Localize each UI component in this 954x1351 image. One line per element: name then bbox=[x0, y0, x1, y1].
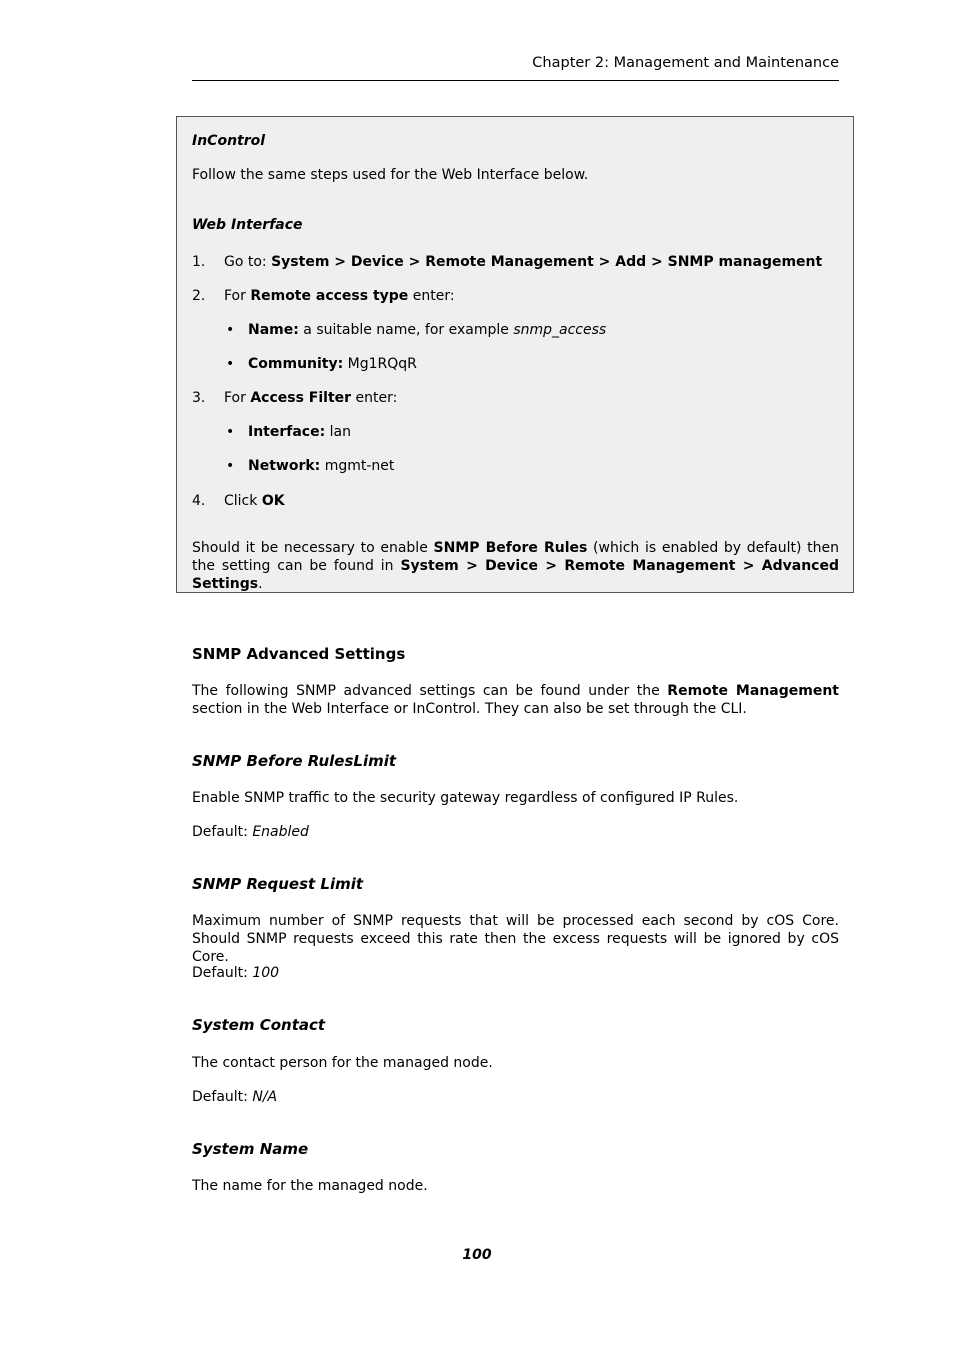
step-4 bbox=[224, 493, 285, 509]
incontrol-heading: InControl bbox=[192, 133, 266, 149]
bullet-label: Network: bbox=[248, 458, 321, 474]
step-field: Remote access type bbox=[250, 288, 409, 304]
intro-text: section in the Web Interface or InControl. They can also be set through the CLI. bbox=[192, 701, 747, 717]
box-note bbox=[192, 539, 839, 593]
setting-description: The name for the managed node. bbox=[192, 1178, 428, 1194]
bullet-label: Interface: bbox=[248, 424, 326, 440]
bullet-label: Community: bbox=[248, 356, 344, 372]
bullet-example: snmp_access bbox=[513, 322, 607, 338]
setting-title: System Contact bbox=[192, 1016, 326, 1034]
step-number: 3. bbox=[192, 390, 206, 406]
step-3 bbox=[224, 390, 397, 406]
setting-description: The contact person for the managed node. bbox=[192, 1055, 493, 1071]
default-value: N/A bbox=[252, 1089, 278, 1105]
note-text: Should it be necessary to enable bbox=[192, 540, 434, 556]
bullet-name bbox=[248, 322, 606, 338]
section-intro bbox=[192, 682, 839, 718]
intro-bold: Remote Management bbox=[667, 683, 839, 699]
default-label: Default: bbox=[192, 1089, 253, 1105]
step-suffix: enter: bbox=[408, 288, 455, 304]
bullet-text: a suitable name, for example bbox=[298, 322, 514, 338]
step-number: 4. bbox=[192, 493, 206, 509]
setting-default bbox=[192, 964, 839, 982]
bullet-icon: • bbox=[226, 322, 235, 338]
step-prefix: Click bbox=[224, 493, 262, 509]
bullet-community bbox=[248, 356, 417, 372]
step-prefix: For bbox=[224, 390, 251, 406]
default-value: Enabled bbox=[252, 824, 309, 840]
header-rule bbox=[192, 80, 839, 81]
default-label: Default: bbox=[192, 965, 253, 981]
bullet-text: lan bbox=[325, 424, 351, 440]
default-value: 100 bbox=[252, 965, 280, 981]
section-title: SNMP Advanced Settings bbox=[192, 645, 406, 663]
bullet-text: Mg1RQqR bbox=[343, 356, 417, 372]
note-setting: SNMP Before Rules bbox=[433, 540, 588, 556]
step-number: 1. bbox=[192, 254, 206, 270]
note-path: System > Device > Remote Management > Advanced Settings bbox=[192, 558, 839, 592]
setting-title: SNMP Request Limit bbox=[192, 875, 364, 893]
setting-title: SNMP Before RulesLimit bbox=[192, 752, 397, 770]
note-text: (which is enabled by default) then the setting can be found in bbox=[192, 540, 840, 574]
step-prefix: For bbox=[224, 288, 251, 304]
page-number: 100 bbox=[462, 1247, 492, 1263]
step-button: OK bbox=[261, 493, 285, 509]
web-interface-heading: Web Interface bbox=[192, 217, 303, 233]
setting-description: Maximum number of SNMP requests that will be processed each second by cOS Core. Should SNMP requests exceed this rate then the excess requests will be ignored by cOS Core. bbox=[192, 913, 839, 965]
step-1 bbox=[224, 254, 822, 270]
bullet-label: Name: bbox=[248, 322, 299, 338]
setting-default bbox=[192, 823, 839, 841]
step-suffix: enter: bbox=[351, 390, 398, 406]
incontrol-text: Follow the same steps used for the Web Interface below. bbox=[192, 167, 589, 183]
setting-description: Enable SNMP traffic to the security gateway regardless of configured IP Rules. bbox=[192, 790, 739, 806]
intro-text: The following SNMP advanced settings can be found under the bbox=[192, 683, 668, 699]
default-label: Default: bbox=[192, 824, 253, 840]
step-2 bbox=[224, 288, 455, 304]
bullet-interface bbox=[248, 424, 351, 440]
setting-title: System Name bbox=[192, 1140, 309, 1158]
step-path: System > Device > Remote Management > Add > SNMP management bbox=[271, 254, 823, 270]
step-field: Access Filter bbox=[250, 390, 352, 406]
note-text: . bbox=[258, 576, 263, 592]
bullet-text: mgmt-net bbox=[320, 458, 395, 474]
step-prefix: Go to: bbox=[224, 254, 272, 270]
chapter-header: Chapter 2: Management and Maintenance bbox=[532, 55, 839, 71]
bullet-icon: • bbox=[226, 356, 235, 372]
bullet-icon: • bbox=[226, 458, 235, 474]
procedure-box bbox=[176, 116, 854, 593]
setting-default bbox=[192, 1088, 839, 1106]
bullet-icon: • bbox=[226, 424, 235, 440]
step-number: 2. bbox=[192, 288, 206, 304]
bullet-network bbox=[248, 458, 394, 474]
